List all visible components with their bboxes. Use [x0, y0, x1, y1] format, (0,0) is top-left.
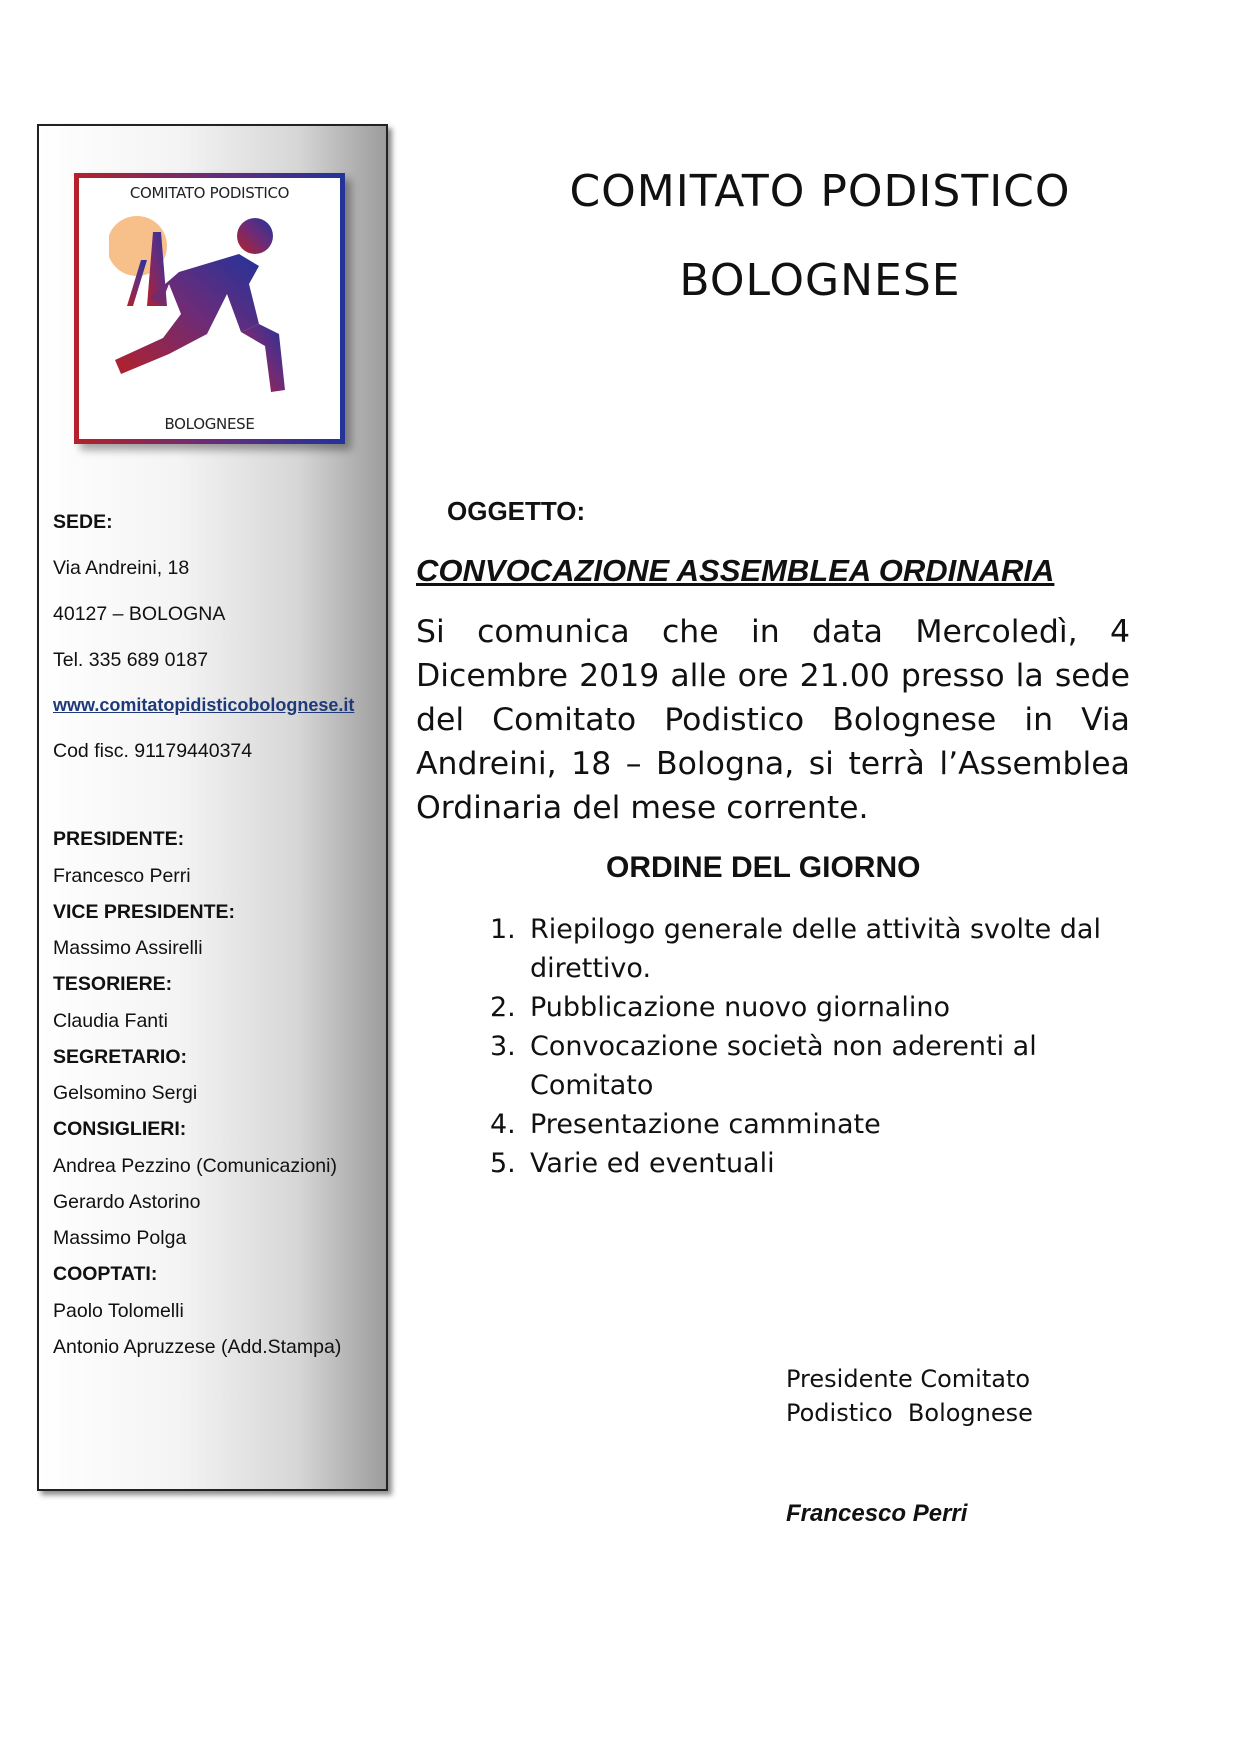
- presidente-label: PRESIDENTE:: [53, 828, 185, 850]
- agenda-text: Presentazione camminate: [530, 1109, 881, 1140]
- page-title-line2: BOLOGNESE: [679, 255, 961, 306]
- signature-role-line2: Podistico Bolognese: [786, 1399, 1033, 1427]
- agenda-number: 4.: [490, 1109, 516, 1140]
- phone-text: Tel. 335 689 0187: [53, 649, 209, 671]
- runner-logo-icon: [109, 214, 309, 404]
- agenda-item: [480, 1105, 1140, 1144]
- tesoriere-name: Claudia Fanti: [53, 1010, 168, 1032]
- agenda-text: Varie ed eventuali: [530, 1148, 775, 1179]
- tax-code-text: Cod fisc. 91179440374: [53, 740, 253, 762]
- page-title-line1: COMITATO PODISTICO: [569, 166, 1071, 217]
- body-paragraph: Si comunica che in data Mercoledì, 4 Dicembre 2019 alle ore 21.00 presso la sede del Comitato Podistico Bolognese in Via Andreini, 18 – Bologna, si terrà l’Assemblea Ordinaria del mese corrente.: [416, 614, 1130, 826]
- logo-top-text: COMITATO PODISTICO: [129, 184, 290, 202]
- agenda-item: [480, 1027, 1140, 1105]
- website-link[interactable]: www.comitatopidisticobolognese.it: [53, 695, 355, 715]
- agenda-list: [480, 910, 1140, 1183]
- cooptato-name: Paolo Tolomelli: [53, 1300, 184, 1322]
- agenda-text: Riepilogo generale delle attività svolte dal direttivo.: [530, 914, 1101, 984]
- agenda-number: 5.: [490, 1148, 516, 1179]
- agenda-title: ORDINE DEL GIORNO: [606, 851, 921, 884]
- subject-heading: CONVOCAZIONE ASSEMBLEA ORDINARIA: [416, 553, 1055, 588]
- agenda-text: Pubblicazione nuovo giornalino: [530, 992, 950, 1023]
- signature-role-line1: Presidente Comitato: [786, 1365, 1031, 1393]
- consigliere-name: Gerardo Astorino: [53, 1191, 201, 1213]
- agenda-item: [480, 988, 1140, 1027]
- sede-label: SEDE:: [53, 511, 113, 533]
- oggetto-label: OGGETTO:: [447, 496, 586, 526]
- logo-bottom-text: BOLOGNESE: [164, 415, 255, 433]
- consigliere-name: Massimo Polga: [53, 1227, 187, 1249]
- segretario-name: Gelsomino Sergi: [53, 1082, 198, 1104]
- signature-name: Francesco Perri: [786, 1500, 968, 1527]
- agenda-item: [480, 910, 1140, 988]
- consigliere-name: Andrea Pezzino (Comunicazioni): [53, 1155, 337, 1177]
- agenda-number: 1.: [490, 914, 516, 945]
- tesoriere-label: TESORIERE:: [53, 973, 173, 995]
- agenda-text: Convocazione società non aderenti al Comitato: [530, 1031, 1037, 1101]
- club-logo: [74, 173, 345, 444]
- vice-label: VICE PRESIDENTE:: [53, 901, 236, 923]
- presidente-name: Francesco Perri: [53, 865, 191, 887]
- cooptati-label: COOPTATI:: [53, 1263, 158, 1285]
- sidebar-panel: [37, 124, 388, 1491]
- agenda-number: 2.: [490, 992, 516, 1023]
- segretario-label: SEGRETARIO:: [53, 1046, 187, 1068]
- address-text: Via Andreini, 18: [53, 557, 190, 579]
- agenda-item: [480, 1144, 1140, 1183]
- city-text: 40127 – BOLOGNA: [53, 603, 226, 625]
- consiglieri-label: CONSIGLIERI:: [53, 1118, 187, 1140]
- vice-name: Massimo Assirelli: [53, 937, 203, 959]
- cooptato-name: Antonio Apruzzese (Add.Stampa): [53, 1336, 342, 1358]
- agenda-number: 3.: [490, 1031, 516, 1062]
